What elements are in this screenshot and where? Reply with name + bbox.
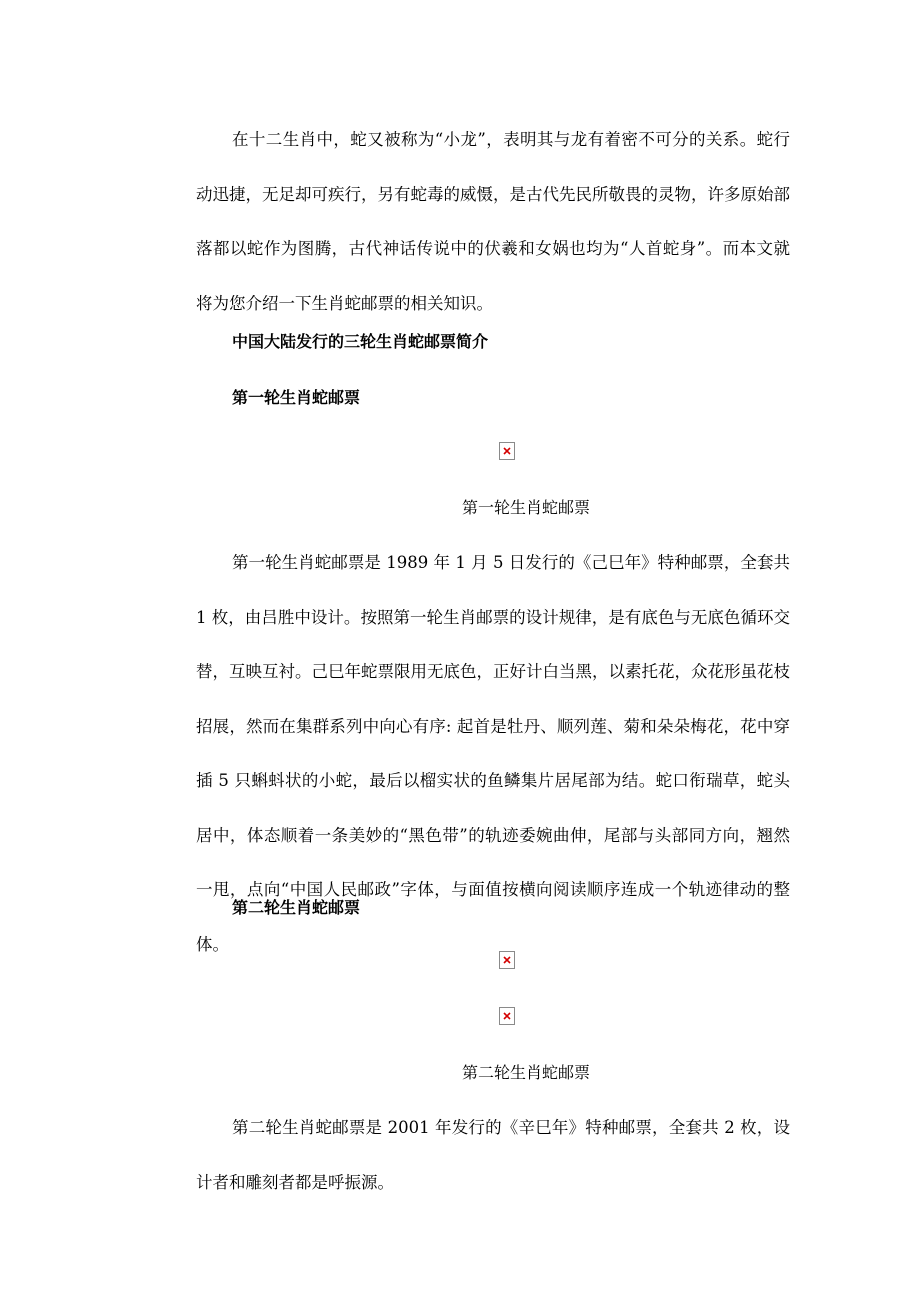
second-round-caption: 第二轮生肖蛇邮票 <box>461 1063 590 1082</box>
first-round-caption: 第一轮生肖蛇邮票 <box>461 498 590 517</box>
broken-image-icon <box>499 442 515 460</box>
first-round-heading: 第一轮生肖蛇邮票 <box>232 388 361 407</box>
intro-paragraph: 在十二生肖中，蛇又被称为“小龙”，表明其与龙有着密不可分的关系。蛇行动迅捷，无足却可疾行，另有蛇毒的威慑，是古代先民所敬畏的灵物，许多原始部落都以蛇作为图腾，古代神话传说中的伏羲和女娲也均为“人首蛇身”。而本文就将为您介绍一下生肖蛇邮票的相关知识。 <box>196 130 790 313</box>
second-round-heading: 第二轮生肖蛇邮票 <box>232 898 361 917</box>
second-round-paragraph: 第二轮生肖蛇邮票是 2001 年发行的《辛巳年》特种邮票，全套共 2 枚，设计者和雕刻者都是呼振源。 <box>196 1118 790 1192</box>
first-round-paragraph: 第一轮生肖蛇邮票是 1989 年 1 月 5 日发行的《己巳年》特种邮票，全套共 1 枚，由吕胜中设计。按照第一轮生肖邮票的设计规律，是有底色与无底色循环交替，互映互衬。己巳年蛇票限用无底色，正好计白当黑，以素托花，众花形虽花枝招展，然而在集群系列中向心有序: 起首是牡丹、顺列莲、菊和朵朵梅花，花中穿插 5 只蝌蚪状的小蛇，最后以榴实状的鱼鳞集片居尾部为结。蛇口衔瑞草，蛇头居中，体态顺着一条美妙的“黑色带”的轨迹委婉曲伸，尾部与头部同方向，翘然一甩，点向“中国人民邮政”字体，与面值按横向阅读顺序连成一个轨迹律动的整体。 <box>196 553 790 954</box>
broken-image-icon <box>499 1007 515 1025</box>
section-heading: 中国大陆发行的三轮生肖蛇邮票简介 <box>232 332 489 351</box>
broken-image-icon <box>499 951 515 969</box>
